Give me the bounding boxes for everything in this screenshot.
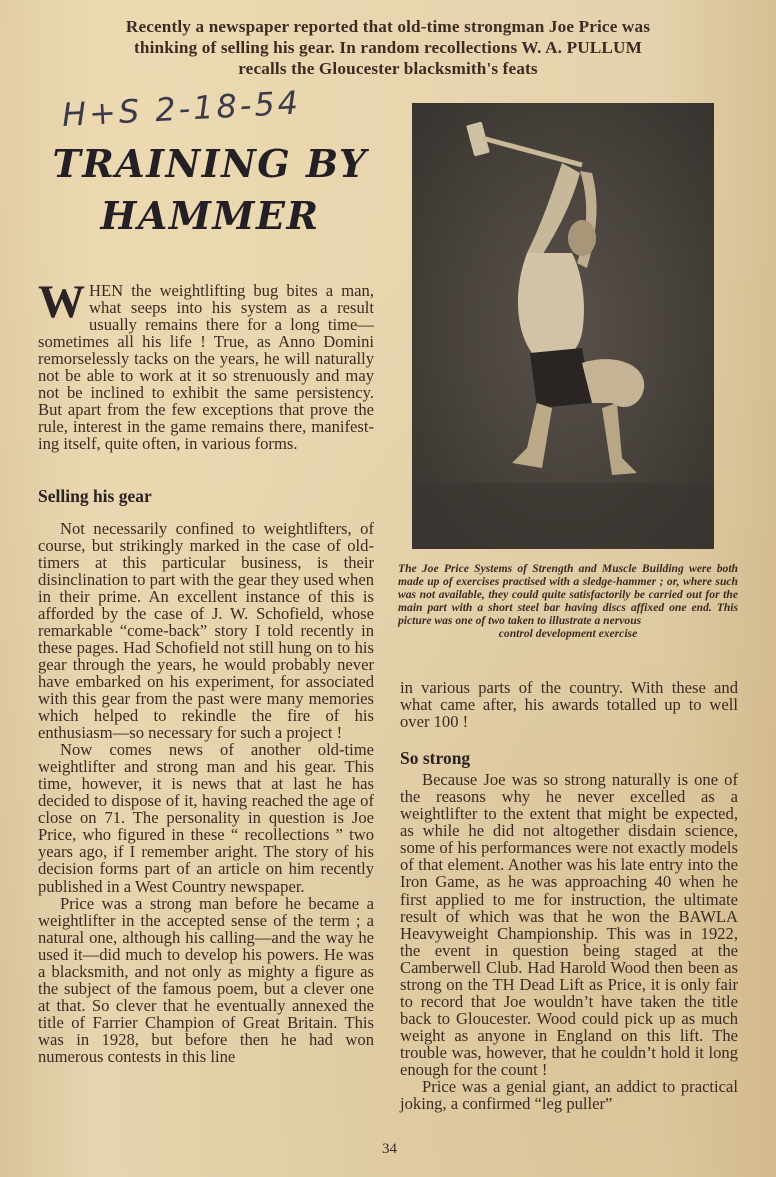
shorts xyxy=(530,348,592,408)
torso xyxy=(518,253,584,362)
photo-joe-price-hammer xyxy=(412,103,714,549)
page-number: 34 xyxy=(382,1141,397,1157)
standfirst-line: thinking of selling his gear. In random recollections W. A. PULLUM xyxy=(134,38,642,57)
paragraph: Not necessarily confined to weightlifters, of course, but strikingly marked in the case of old-timers at this particular business, is their disinclination to part with the gear they used when in their prime. An excellent instance of this is afforded by the case of J. W. Schofield, whose remarkable “come-back” story I told recently in these pages. Had Schofield not still hung on to his gear through the years, he would probably never have embarked on his experiment, for associated with this gear from the past were many memories which helped to rekindle the fire of his enthusiasm—so necessary for such a project ! xyxy=(38,518,374,743)
section-heading-so-strong: So strong xyxy=(400,748,471,769)
title-line-2: HAMMER xyxy=(100,193,320,238)
paragraph: Price was a strong man before he became a weightlifter in the accepted sense of the term ; a natural one, although his calling—and the way he used it—did much to develop his powers. He was a blacksmith, and not only as mighty a figure as the subject of the famous poem, but a clever one at that. So clever that he eventually annexed the title of Farrier Champion of Great Britain. This was in 1928, but before then he had won numerous contests in this line xyxy=(38,893,374,1066)
photo-illustration xyxy=(412,103,714,549)
caption-text: The Joe Price Systems of Strength and Muscle Building were both made up of exercises practised with a sledge-hammer ; or, where such was not available, they could quite satisfactorily be carried out for the main part with a short steel bar having discs affixed one end. This picture was one of two taken to illustrate a nervous xyxy=(398,562,738,627)
opening-paragraph xyxy=(38,276,374,454)
caption-last-line: control development exercise xyxy=(498,627,638,640)
photo-caption xyxy=(398,562,738,640)
article-standfirst xyxy=(40,16,736,79)
section-heading-selling-his-gear: Selling his gear xyxy=(38,486,152,507)
paragraph: in various parts of the country. With these and what came after, his awards totalled up to well over 100 ! xyxy=(400,678,738,732)
floor xyxy=(412,483,714,549)
handwritten-date-note: H+S 2-18-54 xyxy=(61,83,302,134)
title-line-1: TRAINING BY xyxy=(52,141,368,186)
left-column xyxy=(38,276,374,1066)
right-column xyxy=(400,679,738,1112)
paragraph: Price was a genial giant, an addict to practical joking, a confirmed “leg puller” xyxy=(400,1077,738,1114)
drop-cap: W xyxy=(38,276,85,328)
opening-paragraph-text: HEN the weightlifting bug bites a man, what seeps into his system as a result usually remains there for a long time—sometimes all his life ! True, as Anno Domini remorselessly tacks on the years, he will naturally not be able to work at it so strenuously and may not be inclined to exhibit the same persistency. But apart from the few exceptions that prove the rule, interest in the game remains there, manifest-ing itself, quite often, in various forms. xyxy=(38,281,374,454)
head xyxy=(568,220,596,256)
standfirst-line: Recently a newspaper reported that old-time strongman Joe Price was xyxy=(125,17,651,36)
paragraph: Because Joe was so strong naturally is one of the reasons why he never excelled as a weightlifter to the extent that might be expected, as while he did not altogether disdain science, some of his performances were not exactly models of that element. Another was his late entry into the Iron Game, as he was approaching 40 when he first applied to me for instruction, the ultimate result of which was that he won the BAWLA Heavyweight Championship. This was in 1922, the event in question being staged at the Camberwell Club. Had Harold Wood then been as strong on the TH Dead Lift as Price, it is only fair to record that Joe wouldn’t have taken the title back to Gloucester. Wood could pick up as much weight as anyone in England on this lift. The trouble was, however, that he couldn’t hold it long enough for the count ! xyxy=(400,770,738,1079)
paragraph: Now comes news of another old-time weightlifter and strong man and his gear. This time, however, it is news that at last he has decided to dispose of it, having reached the age of close on 71. The personality in question is Joe Price, who figured in these “ recollections ” two years ago, if I remember aright. The story of his decision forms part of an article on him recently published in a West Country newspaper. xyxy=(38,740,374,896)
standfirst-line: recalls the Gloucester blacksmith's feats xyxy=(238,59,538,78)
article-title xyxy=(34,138,386,242)
